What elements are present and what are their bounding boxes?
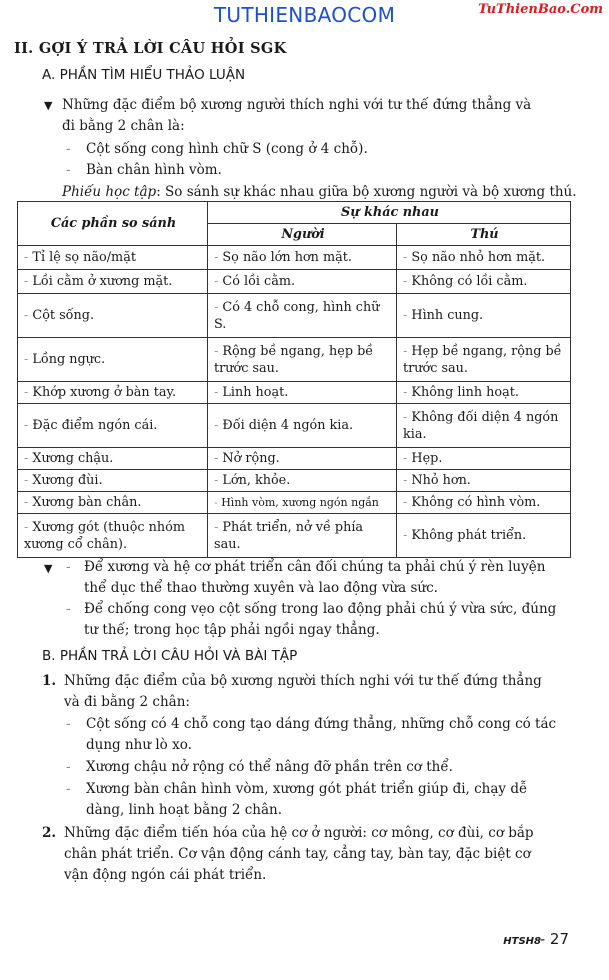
section-heading: II. GỢI Ý TRẢ LỜI CÂU HỎI SGK	[14, 40, 287, 57]
cell-human: - Linh hoạt.	[208, 382, 397, 404]
cell-human: - Đối diện 4 ngón kia.	[208, 404, 397, 448]
cell-part: - Lồi cằm ở xương mặt.	[18, 270, 208, 294]
cell-animal: - Không phát triển.	[397, 514, 571, 558]
cell-human: - Nở rộng.	[208, 448, 397, 470]
page-number: - 27	[539, 930, 569, 948]
col-header-animal: Thú	[397, 224, 571, 246]
question-line: Những đặc điểm của bộ xương người thích nghi với tư thế đứng thẳng	[64, 673, 542, 689]
col-header-human: Người	[208, 224, 397, 246]
cell-part: - Tỉ lệ sọ não/mặt	[18, 246, 208, 270]
table-row	[18, 382, 571, 404]
dash-bullet: -	[66, 781, 71, 797]
cell-part: - Xương bàn chân.	[18, 492, 208, 514]
cell-part: - Đặc điểm ngón cái.	[18, 404, 208, 448]
table-row	[18, 514, 571, 558]
question-number: 1.	[42, 673, 57, 689]
worksheet-line	[62, 184, 577, 200]
cell-part: - Xương đùi.	[18, 470, 208, 492]
cell-animal: - Không có lồi cằm.	[397, 270, 571, 294]
cell-part: - Cột sống.	[18, 294, 208, 338]
dash-bullet: -	[66, 559, 71, 575]
table-row	[18, 294, 571, 338]
table-row	[18, 448, 571, 470]
question-line: và đi bằng 2 chân:	[64, 694, 190, 710]
note-line: tư thế; trong học tập phải ngồi ngay thẳng.	[84, 622, 380, 638]
cell-animal: - Không đối diện 4 ngón kia.	[397, 404, 571, 448]
note-line: Để xương và hệ cơ phát triển cân đối chúng ta phải chú ý rèn luyện	[84, 559, 546, 575]
table-row	[18, 338, 571, 382]
note-line: thể dục thể thao thường xuyên và lao động vừa sức.	[84, 580, 438, 596]
part-b-heading: B. PHẦN TRẢ LỜI CÂU HỎI VÀ BÀI TẬP	[42, 648, 298, 664]
cell-human: - Sọ não lớn hơn mặt.	[208, 246, 397, 270]
triangle-bullet-icon: ▼	[44, 99, 53, 112]
cell-part: - Xương gót (thuộc nhóm xương cổ chân).	[18, 514, 208, 558]
answer-line: Cột sống có 4 chỗ cong tạo dáng đứng thẳng, những chỗ cong có tác	[86, 716, 557, 732]
table-row	[18, 492, 571, 514]
col-header-diff: Sự khác nhau	[208, 202, 571, 224]
cell-animal: - Hình cung.	[397, 294, 571, 338]
site-logo: TuThienBao.Com	[478, 2, 603, 17]
intro-line: Những đặc điểm bộ xương người thích nghi với tư thế đứng thẳng và	[62, 97, 532, 113]
cell-animal: - Nhỏ hơn.	[397, 470, 571, 492]
cell-animal: - Hẹp bề ngang, rộng bề trước sau.	[397, 338, 571, 382]
table-row	[18, 270, 571, 294]
question-line: chân phát triển. Cơ vận động cánh tay, cẳng tay, bàn tay, đặc biệt cơ	[64, 846, 531, 862]
table-row	[18, 470, 571, 492]
footer-book-code: HTSH8	[503, 936, 541, 947]
col-header-parts: Các phần so sánh	[18, 202, 208, 246]
answer-line: dụng như lò xo.	[86, 737, 192, 753]
cell-human: - Có 4 chỗ cong, hình chữ S.	[208, 294, 397, 338]
dash-bullet: -	[66, 601, 71, 617]
cell-animal: - Không có hình vòm.	[397, 492, 571, 514]
site-header: TUTHIENBAOCOM	[213, 3, 396, 27]
answer-line: Xương bàn chân hình vòm, xương gót phát triển giúp đi, chạy dễ	[86, 781, 528, 797]
cell-part: - Xương chậu.	[18, 448, 208, 470]
cell-part: - Khớp xương ở bàn tay.	[18, 382, 208, 404]
dash-bullet: -	[66, 141, 71, 157]
answer-line: Xương chậu nở rộng có thể nâng đỡ phần trên cơ thể.	[86, 759, 453, 775]
cell-human: - Lớn, khỏe.	[208, 470, 397, 492]
table-row	[18, 246, 571, 270]
cell-animal: - Hẹp.	[397, 448, 571, 470]
note-line: Để chống cong vẹo cột sống trong lao động phải chú ý vừa sức, đúng	[84, 601, 557, 617]
cell-part: - Lồng ngực.	[18, 338, 208, 382]
bullet-item: Bàn chân hình vòm.	[86, 162, 222, 178]
part-a-heading: A. PHẦN TÌM HIỂU THẢO LUẬN	[42, 67, 246, 83]
cell-animal: - Sọ não nhỏ hơn mặt.	[397, 246, 571, 270]
dash-bullet: -	[66, 759, 71, 775]
answer-line: dàng, linh hoạt bằng 2 chân.	[86, 802, 283, 818]
triangle-bullet-icon: ▼	[44, 562, 53, 575]
worksheet-label: Phiếu học tập	[62, 184, 157, 200]
question-number: 2.	[42, 825, 57, 841]
dash-bullet: -	[66, 162, 71, 178]
cell-human: - Có lồi cằm.	[208, 270, 397, 294]
table-row	[18, 404, 571, 448]
dash-bullet: -	[66, 716, 71, 732]
intro-line: đi bằng 2 chân là:	[62, 118, 185, 134]
cell-human: - Hình vòm, xương ngón ngắn	[208, 492, 397, 514]
cell-human: - Phát triển, nở về phía sau.	[208, 514, 397, 558]
bullet-item: Cột sống cong hình chữ S (cong ở 4 chỗ).	[86, 141, 368, 157]
worksheet-text: : So sánh sự khác nhau giữa bộ xương người và bộ xương thú.	[156, 184, 577, 200]
question-line: vận động ngón cái phát triển.	[64, 867, 267, 883]
question-line: Những đặc điểm tiến hóa của hệ cơ ở người: cơ mông, cơ đùi, cơ bắp	[64, 825, 534, 841]
comparison-table	[17, 201, 571, 558]
cell-human: - Rộng bề ngang, hẹp bề trước sau.	[208, 338, 397, 382]
cell-animal: - Không linh hoạt.	[397, 382, 571, 404]
